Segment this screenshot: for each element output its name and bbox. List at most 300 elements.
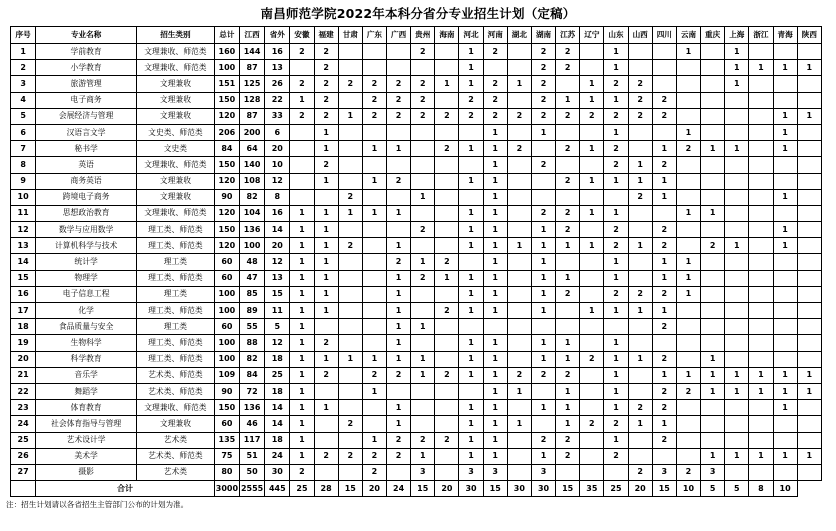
quota-cell: 46: [239, 416, 264, 432]
enrollment-category: 文理兼收、师范类: [137, 205, 215, 221]
quota-cell: [725, 286, 749, 302]
table-row: [11, 464, 822, 480]
quota-cell: 135: [214, 432, 239, 448]
quota-cell: [435, 124, 459, 140]
quota-cell: [604, 319, 628, 335]
quota-cell: [411, 60, 435, 76]
enrollment-category: 艺术类、师范类: [137, 448, 215, 464]
table-row: [11, 238, 822, 254]
quota-cell: 1: [749, 448, 773, 464]
quota-cell: 1: [314, 173, 338, 189]
quota-cell: 2: [652, 383, 676, 399]
quota-cell: [725, 303, 749, 319]
major-name: 食品质量与安全: [36, 319, 137, 335]
quota-cell: [749, 432, 773, 448]
quota-cell: 1: [676, 286, 700, 302]
quota-cell: [628, 367, 652, 383]
quota-cell: [556, 157, 580, 173]
row-number: 8: [11, 157, 36, 173]
quota-cell: 1: [556, 92, 580, 108]
column-header: 浙江: [749, 27, 773, 44]
quota-cell: 2: [435, 141, 459, 157]
column-header: 四川: [652, 27, 676, 44]
quota-cell: 2: [411, 44, 435, 60]
quota-cell: [676, 432, 700, 448]
total-cell: 30: [507, 481, 531, 497]
quota-cell: [459, 383, 483, 399]
quota-cell: [725, 189, 749, 205]
quota-cell: [338, 222, 362, 238]
quota-cell: [362, 416, 386, 432]
quota-cell: [628, 254, 652, 270]
quota-cell: 2: [362, 76, 386, 92]
quota-cell: 1: [531, 270, 555, 286]
quota-cell: [652, 76, 676, 92]
quota-cell: [628, 448, 652, 464]
quota-cell: 1: [773, 108, 797, 124]
quota-cell: 1: [556, 335, 580, 351]
quota-cell: 2: [652, 400, 676, 416]
quota-cell: [362, 335, 386, 351]
table-row: [11, 448, 822, 464]
quota-cell: 1: [459, 351, 483, 367]
quota-cell: [290, 157, 314, 173]
quota-cell: 1: [362, 432, 386, 448]
quota-cell: 1: [725, 60, 749, 76]
quota-cell: [580, 432, 604, 448]
quota-cell: 48: [239, 254, 264, 270]
row-number: 23: [11, 400, 36, 416]
quota-cell: 60: [214, 416, 239, 432]
enrollment-category: 文理兼收、师范类: [137, 157, 215, 173]
quota-cell: [652, 335, 676, 351]
enrollment-category: 理工类、师范类: [137, 303, 215, 319]
quota-cell: [773, 303, 797, 319]
quota-cell: [435, 222, 459, 238]
quota-cell: 2: [435, 367, 459, 383]
quota-cell: [435, 157, 459, 173]
quota-cell: 1: [459, 286, 483, 302]
quota-cell: 2: [362, 367, 386, 383]
quota-cell: 8: [265, 189, 290, 205]
quota-cell: [797, 76, 821, 92]
quota-cell: 1: [290, 286, 314, 302]
quota-cell: [507, 432, 531, 448]
quota-cell: [507, 124, 531, 140]
major-name: 物理学: [36, 270, 137, 286]
enrollment-category: 理工类、师范类: [137, 270, 215, 286]
quota-cell: [338, 44, 362, 60]
quota-cell: [507, 303, 531, 319]
quota-cell: 1: [531, 222, 555, 238]
quota-cell: 1: [652, 303, 676, 319]
enrollment-category: 文理兼收: [137, 416, 215, 432]
enrollment-category: 文史类、师范类: [137, 124, 215, 140]
quota-cell: 1: [580, 92, 604, 108]
footnote: 注：招生计划请以各省招生主管部门公布的计划为准。: [6, 500, 189, 510]
quota-cell: [676, 238, 700, 254]
quota-cell: 1: [773, 222, 797, 238]
total-cell: 30: [459, 481, 483, 497]
quota-cell: [652, 60, 676, 76]
column-header: 河南: [483, 27, 507, 44]
total-cell: 25: [290, 481, 314, 497]
quota-cell: 1: [652, 189, 676, 205]
quota-cell: 1: [290, 319, 314, 335]
quota-cell: 1: [531, 335, 555, 351]
quota-cell: [749, 351, 773, 367]
quota-cell: 1: [483, 400, 507, 416]
quota-cell: [725, 254, 749, 270]
quota-cell: [749, 108, 773, 124]
quota-cell: 1: [483, 189, 507, 205]
quota-cell: 1: [773, 60, 797, 76]
quota-cell: 2: [628, 108, 652, 124]
quota-cell: 1: [725, 238, 749, 254]
row-number: 27: [11, 464, 36, 480]
quota-cell: [701, 173, 725, 189]
quota-cell: 16: [265, 44, 290, 60]
quota-cell: [435, 189, 459, 205]
quota-cell: 2: [435, 254, 459, 270]
quota-cell: 1: [628, 173, 652, 189]
total-cell: 20: [628, 481, 652, 497]
quota-cell: 2: [531, 157, 555, 173]
quota-cell: 1: [483, 335, 507, 351]
quota-cell: [749, 464, 773, 480]
quota-cell: 1: [314, 303, 338, 319]
quota-cell: 84: [214, 141, 239, 157]
quota-cell: 1: [604, 44, 628, 60]
quota-cell: [797, 205, 821, 221]
quota-cell: 90: [214, 189, 239, 205]
quota-cell: 1: [652, 173, 676, 189]
quota-cell: [338, 157, 362, 173]
major-name: 美术学: [36, 448, 137, 464]
quota-cell: 1: [387, 351, 411, 367]
quota-cell: 1: [580, 141, 604, 157]
quota-cell: 2: [338, 448, 362, 464]
enrollment-category: 理工类: [137, 319, 215, 335]
row-number: 18: [11, 319, 36, 335]
quota-cell: [580, 254, 604, 270]
quota-cell: [701, 76, 725, 92]
major-name: 旅游管理: [36, 76, 137, 92]
quota-cell: 100: [214, 286, 239, 302]
total-cell: 445: [265, 481, 290, 497]
table-row: [11, 157, 822, 173]
quota-cell: [507, 205, 531, 221]
quota-cell: 1: [701, 141, 725, 157]
quota-cell: 2: [604, 222, 628, 238]
quota-cell: [338, 303, 362, 319]
quota-cell: 1: [314, 270, 338, 286]
quota-cell: [556, 319, 580, 335]
quota-cell: 1: [628, 416, 652, 432]
quota-cell: 1: [314, 286, 338, 302]
quota-cell: 14: [265, 400, 290, 416]
quota-cell: [314, 432, 338, 448]
column-header: 广西: [387, 27, 411, 44]
page-title: 南昌师范学院2022年本科分省分专业招生计划（定稿）: [260, 6, 576, 21]
quota-cell: 1: [725, 448, 749, 464]
table-row: [11, 303, 822, 319]
quota-cell: 1: [411, 351, 435, 367]
quota-cell: [773, 157, 797, 173]
quota-cell: [652, 448, 676, 464]
table-row: [11, 335, 822, 351]
quota-cell: 2: [435, 108, 459, 124]
quota-cell: [797, 335, 821, 351]
row-number: 12: [11, 222, 36, 238]
quota-cell: 1: [362, 351, 386, 367]
quota-cell: 1: [314, 400, 338, 416]
quota-cell: [749, 157, 773, 173]
quota-cell: 2: [483, 92, 507, 108]
quota-cell: 2: [531, 432, 555, 448]
quota-cell: 1: [652, 141, 676, 157]
quota-cell: 1: [338, 205, 362, 221]
enrollment-category: 艺术类、师范类: [137, 383, 215, 399]
quota-cell: [362, 157, 386, 173]
quota-cell: 2: [387, 448, 411, 464]
quota-cell: 1: [483, 416, 507, 432]
quota-cell: [701, 335, 725, 351]
quota-cell: [797, 270, 821, 286]
quota-cell: 1: [749, 367, 773, 383]
quota-cell: 1: [773, 367, 797, 383]
quota-cell: [797, 92, 821, 108]
quota-cell: 1: [604, 303, 628, 319]
quota-cell: 120: [214, 238, 239, 254]
quota-cell: 2: [435, 432, 459, 448]
quota-cell: 1: [387, 400, 411, 416]
quota-cell: 3: [531, 464, 555, 480]
quota-cell: [725, 205, 749, 221]
row-number: 25: [11, 432, 36, 448]
table-row: [11, 286, 822, 302]
quota-cell: [556, 464, 580, 480]
quota-cell: 1: [628, 351, 652, 367]
quota-cell: [411, 157, 435, 173]
quota-cell: 2: [290, 44, 314, 60]
quota-cell: [435, 44, 459, 60]
quota-cell: 24: [265, 448, 290, 464]
quota-cell: [362, 60, 386, 76]
column-header: 山西: [628, 27, 652, 44]
quota-cell: 1: [507, 238, 531, 254]
column-header: 陕西: [797, 27, 821, 44]
quota-cell: 1: [604, 173, 628, 189]
quota-cell: [773, 76, 797, 92]
quota-cell: [701, 108, 725, 124]
major-name: 计算机科学与技术: [36, 238, 137, 254]
quota-cell: [580, 157, 604, 173]
quota-cell: [580, 124, 604, 140]
quota-cell: 120: [214, 108, 239, 124]
quota-cell: 1: [411, 319, 435, 335]
quota-cell: 1: [604, 92, 628, 108]
row-number: 1: [11, 44, 36, 60]
column-header: 招生类别: [137, 27, 215, 44]
quota-cell: [628, 432, 652, 448]
quota-cell: [773, 432, 797, 448]
quota-cell: 72: [239, 383, 264, 399]
quota-cell: 2: [411, 108, 435, 124]
quota-cell: 1: [290, 92, 314, 108]
quota-cell: [362, 254, 386, 270]
quota-cell: 2: [314, 448, 338, 464]
total-cell: 10: [773, 481, 797, 497]
column-header: 河北: [459, 27, 483, 44]
quota-cell: [725, 400, 749, 416]
quota-cell: [773, 254, 797, 270]
quota-cell: 1: [556, 270, 580, 286]
quota-cell: 206: [214, 124, 239, 140]
quota-cell: [338, 270, 362, 286]
quota-cell: 14: [265, 416, 290, 432]
quota-cell: 15: [265, 286, 290, 302]
quota-cell: [604, 189, 628, 205]
row-number: 22: [11, 383, 36, 399]
quota-cell: [507, 222, 531, 238]
table-row: [11, 351, 822, 367]
quota-cell: [725, 173, 749, 189]
enrollment-category: 艺术类: [137, 464, 215, 480]
quota-cell: [773, 335, 797, 351]
quota-cell: 1: [797, 448, 821, 464]
quota-cell: [435, 351, 459, 367]
quota-cell: 2: [411, 432, 435, 448]
quota-cell: [749, 76, 773, 92]
quota-cell: 1: [483, 383, 507, 399]
quota-cell: 18: [265, 432, 290, 448]
quota-cell: 1: [725, 44, 749, 60]
quota-cell: [314, 416, 338, 432]
quota-cell: 3: [459, 464, 483, 480]
quota-cell: 1: [459, 238, 483, 254]
table-row: [11, 205, 822, 221]
enrollment-category: 文理兼收: [137, 76, 215, 92]
quota-cell: [773, 319, 797, 335]
quota-cell: 2: [628, 400, 652, 416]
quota-cell: 1: [604, 383, 628, 399]
quota-cell: 1: [387, 141, 411, 157]
quota-cell: 82: [239, 351, 264, 367]
row-number: 4: [11, 92, 36, 108]
quota-cell: 1: [314, 351, 338, 367]
quota-cell: 13: [265, 270, 290, 286]
quota-cell: 150: [214, 400, 239, 416]
total-cell: 5: [701, 481, 725, 497]
major-name: 电子信息工程: [36, 286, 137, 302]
quota-cell: 1: [459, 76, 483, 92]
quota-cell: [507, 92, 531, 108]
quota-cell: 1: [580, 238, 604, 254]
quota-cell: 1: [314, 141, 338, 157]
quota-cell: 1: [676, 124, 700, 140]
quota-cell: [556, 189, 580, 205]
enrollment-category: 文史类: [137, 141, 215, 157]
quota-cell: 55: [239, 319, 264, 335]
quota-cell: [676, 351, 700, 367]
quota-cell: 2: [483, 44, 507, 60]
column-header: 总计: [214, 27, 239, 44]
quota-cell: 1: [459, 141, 483, 157]
quota-cell: 140: [239, 157, 264, 173]
quota-cell: 1: [314, 222, 338, 238]
quota-cell: 2: [507, 141, 531, 157]
quota-cell: 2: [556, 60, 580, 76]
quota-cell: [435, 383, 459, 399]
quota-cell: 1: [483, 157, 507, 173]
quota-cell: [338, 124, 362, 140]
quota-cell: 2: [580, 108, 604, 124]
quota-cell: 1: [773, 448, 797, 464]
quota-cell: [797, 432, 821, 448]
major-name: 学前教育: [36, 44, 137, 60]
quota-cell: [701, 400, 725, 416]
quota-cell: [797, 286, 821, 302]
quota-cell: [701, 124, 725, 140]
quota-cell: 2: [652, 108, 676, 124]
quota-cell: [362, 270, 386, 286]
row-number: 6: [11, 124, 36, 140]
quota-cell: 1: [314, 124, 338, 140]
quota-cell: 1: [483, 367, 507, 383]
quota-cell: 2: [483, 108, 507, 124]
quota-cell: 1: [556, 351, 580, 367]
quota-cell: 1: [531, 351, 555, 367]
quota-cell: [797, 173, 821, 189]
quota-cell: 1: [507, 383, 531, 399]
quota-cell: 2: [411, 92, 435, 108]
quota-cell: [362, 124, 386, 140]
major-name: 化学: [36, 303, 137, 319]
quota-cell: 2: [556, 367, 580, 383]
quota-cell: [797, 141, 821, 157]
quota-cell: 2: [556, 44, 580, 60]
quota-cell: [411, 400, 435, 416]
quota-cell: [459, 254, 483, 270]
quota-cell: [628, 205, 652, 221]
quota-cell: [411, 141, 435, 157]
major-name: 摄影: [36, 464, 137, 480]
quota-cell: 3: [652, 464, 676, 480]
total-cell: 20: [362, 481, 386, 497]
quota-cell: 2: [604, 108, 628, 124]
quota-cell: [435, 448, 459, 464]
quota-cell: 2: [676, 464, 700, 480]
quota-cell: [531, 173, 555, 189]
quota-cell: [435, 319, 459, 335]
quota-cell: [701, 303, 725, 319]
quota-cell: 1: [725, 383, 749, 399]
quota-cell: 120: [214, 205, 239, 221]
quota-cell: 10: [265, 157, 290, 173]
quota-cell: [338, 367, 362, 383]
quota-cell: 1: [773, 238, 797, 254]
quota-cell: [507, 464, 531, 480]
quota-cell: 2: [387, 432, 411, 448]
quota-cell: [387, 44, 411, 60]
quota-cell: 2: [387, 367, 411, 383]
quota-cell: [749, 286, 773, 302]
quota-cell: [580, 44, 604, 60]
quota-cell: 1: [773, 124, 797, 140]
column-header: 重庆: [701, 27, 725, 44]
enrollment-category: 理工类、师范类: [137, 351, 215, 367]
